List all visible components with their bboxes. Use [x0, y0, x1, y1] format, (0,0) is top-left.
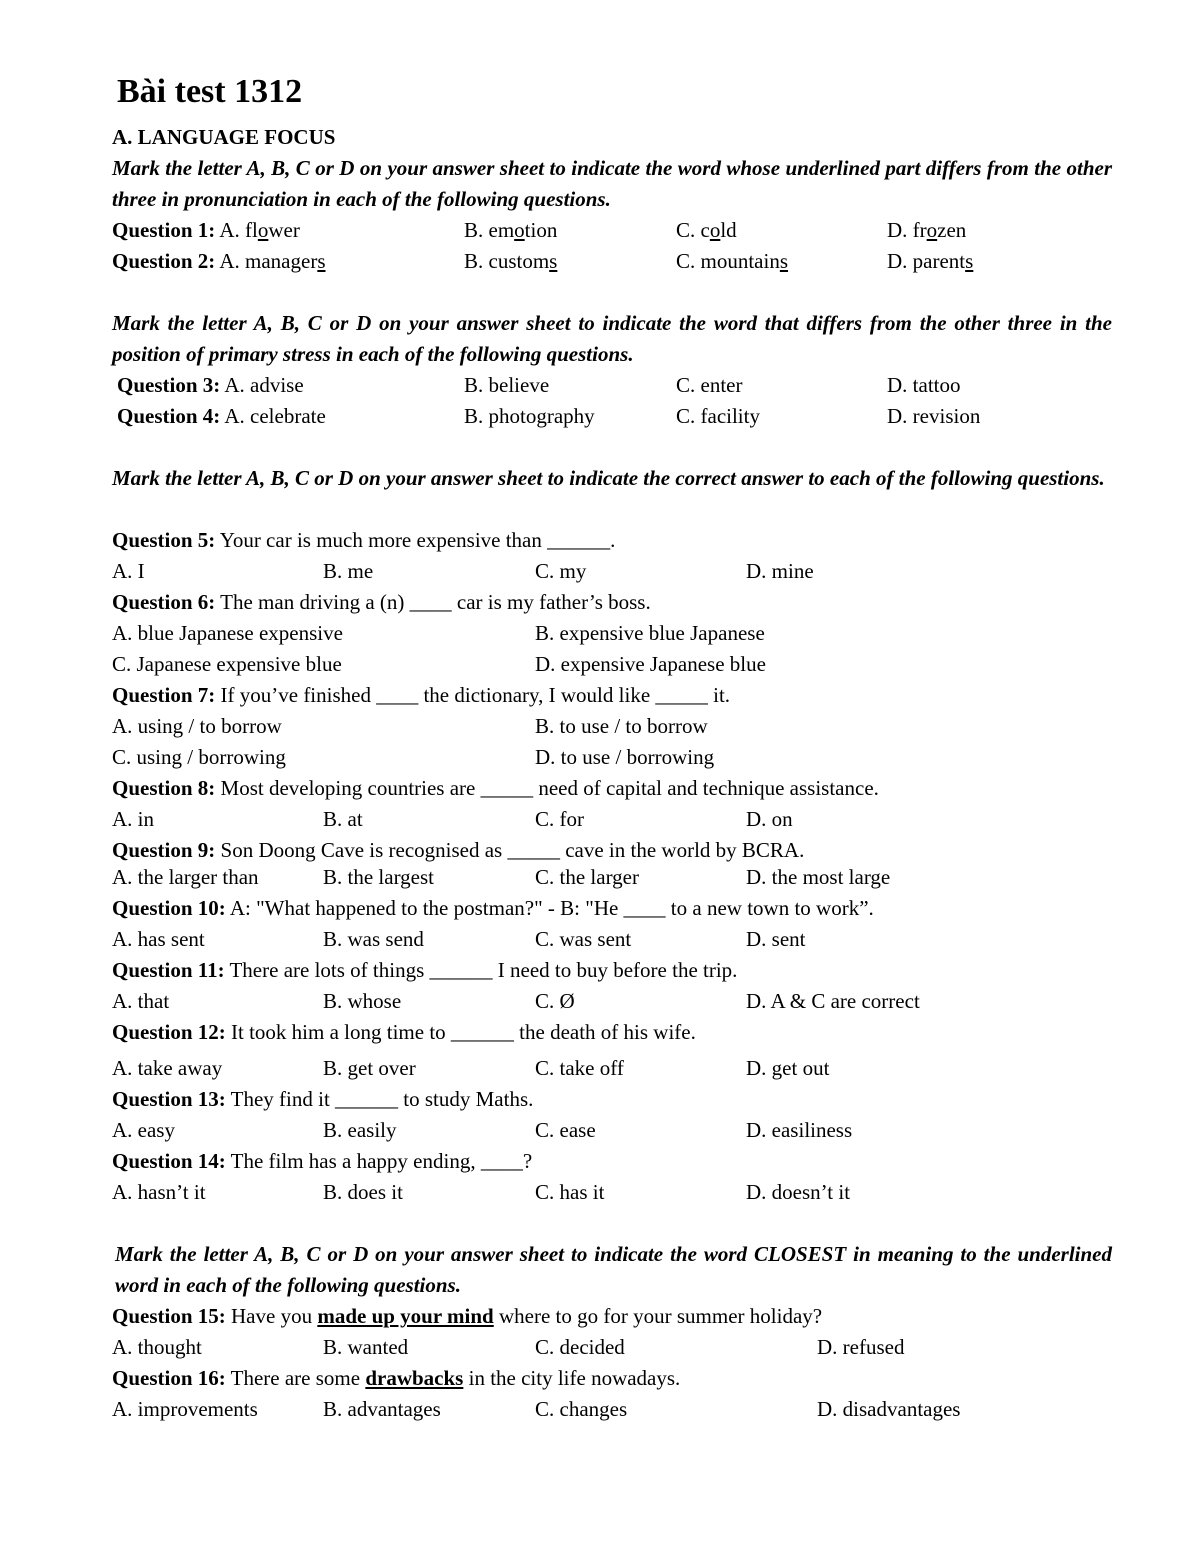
question-11-options: [112, 986, 1112, 1017]
option-c[interactable]: C. enter: [676, 373, 743, 397]
question-7-options-cd: [112, 742, 1112, 773]
option-d[interactable]: D. the most large: [746, 865, 891, 889]
option-c[interactable]: C. was sent: [535, 927, 632, 951]
option-b[interactable]: B. wanted: [323, 1335, 409, 1359]
question-14-options: [112, 1177, 1112, 1208]
question-11-stem: Question 11: There are lots of things ______ I need to buy before the trip.: [112, 958, 738, 982]
option-a[interactable]: A. I: [112, 559, 145, 583]
question-3: Question 3: A. advise B. believe C. enter D. tattoo: [112, 370, 1112, 401]
option-d[interactable]: D. sent: [746, 927, 806, 951]
option-a[interactable]: A. blue Japanese expensive: [112, 621, 343, 645]
option-b[interactable]: B. get over: [323, 1056, 416, 1080]
option-d[interactable]: D. on: [746, 807, 793, 831]
question-9-options: [112, 862, 1112, 893]
option-d[interactable]: D. frozen: [887, 218, 967, 242]
option-d[interactable]: D. easiliness: [746, 1118, 853, 1142]
question-13-options: [112, 1115, 1112, 1146]
option-b[interactable]: B. does it: [323, 1180, 403, 1204]
underlined-word: drawbacks: [365, 1366, 464, 1390]
option-a[interactable]: A. improvements: [112, 1397, 258, 1421]
question-6-options-cd: [112, 649, 1112, 680]
question-10-options: [112, 924, 1112, 955]
option-a[interactable]: A. that: [112, 989, 170, 1013]
option-d[interactable]: D. refused: [817, 1335, 905, 1359]
option-b[interactable]: B. emotion: [464, 218, 558, 242]
option-d[interactable]: D. tattoo: [887, 373, 961, 397]
instruction-correct-answer: Mark the letter A, B, C or D on your answer sheet to indicate the correct answer to each of the following questions.: [112, 466, 1105, 490]
option-d[interactable]: D. A & C are correct: [746, 989, 920, 1013]
instruction-pronunciation: Mark the letter A, B, C or D on your answer sheet to indicate the word whose underlined part differs from the other three in pronunciation in each of the following questions.: [112, 156, 1112, 211]
option-b[interactable]: B. at: [323, 807, 363, 831]
option-c[interactable]: C. mountains: [676, 249, 789, 273]
instruction-stress: Mark the letter A, B, C or D on your answer sheet to indicate the word that differs from the other three in the position of primary stress in each of the following questions.: [112, 311, 1112, 366]
option-b[interactable]: B. advantages: [323, 1397, 441, 1421]
option-c[interactable]: C. Ø: [535, 989, 575, 1013]
option-c[interactable]: C. changes: [535, 1397, 628, 1421]
option-c[interactable]: C. take off: [535, 1056, 624, 1080]
option-d[interactable]: D. doesn’t it: [746, 1180, 851, 1204]
question-6-options-ab: [112, 618, 1112, 649]
option-b[interactable]: B. customs: [464, 249, 558, 273]
question-6-stem: Question 6: The man driving a (n) ____ car is my father’s boss.: [112, 590, 651, 614]
question-4: Question 4: A. celebrate B. photography C. facility D. revision: [112, 401, 1112, 432]
question-9-stem: Question 9: Son Doong Cave is recognised as _____ cave in the world by BCRA.: [112, 838, 805, 862]
question-15-stem: Question 15: Have you made up your mind where to go for your summer holiday?: [112, 1304, 823, 1328]
option-c[interactable]: C. for: [535, 807, 584, 831]
question-5-stem: Question 5: Your car is much more expensive than ______.: [112, 528, 616, 552]
option-a[interactable]: A. hasn’t it: [112, 1180, 206, 1204]
option-c[interactable]: C. decided: [535, 1335, 625, 1359]
underlined-phrase: made up your mind: [317, 1304, 494, 1328]
option-c[interactable]: C. facility: [676, 404, 760, 428]
option-a[interactable]: A. thought: [112, 1335, 202, 1359]
option-b[interactable]: B. believe: [464, 373, 550, 397]
option-b[interactable]: B. whose: [323, 989, 402, 1013]
question-12-options: [112, 1053, 1112, 1084]
option-d[interactable]: D. disadvantages: [817, 1397, 961, 1421]
option-b[interactable]: B. easily: [323, 1118, 397, 1142]
option-a[interactable]: A. using / to borrow: [112, 714, 282, 738]
option-c[interactable]: C. using / borrowing: [112, 745, 286, 769]
option-d[interactable]: D. parents: [887, 249, 974, 273]
question-8-options: [112, 804, 1112, 835]
option-b[interactable]: B. the largest: [323, 865, 435, 889]
option-b[interactable]: B. was send: [323, 927, 424, 951]
question-1: Question 1: A. flower B. emotion C. cold D. frozen: [112, 215, 1112, 246]
option-d[interactable]: D. mine: [746, 559, 814, 583]
question-7-stem: Question 7: If you’ve finished ____ the dictionary, I would like _____ it.: [112, 683, 731, 707]
option-a[interactable]: A. has sent: [112, 927, 205, 951]
instruction-closest-meaning: Mark the letter A, B, C or D on your answer sheet to indicate the word CLOSEST in meaning to the underlined word in each of the following questions.: [115, 1242, 1112, 1297]
option-b[interactable]: B. to use / to borrow: [535, 714, 708, 738]
option-a[interactable]: A. the larger than: [112, 865, 259, 889]
option-c[interactable]: C. my: [535, 559, 587, 583]
option-b[interactable]: B. photography: [464, 404, 595, 428]
page-title: Bài test 1312: [117, 73, 303, 110]
option-d[interactable]: D. revision: [887, 404, 981, 428]
option-a[interactable]: A. take away: [112, 1056, 223, 1080]
option-c[interactable]: C. ease: [535, 1118, 596, 1142]
question-15-options: [112, 1332, 1112, 1363]
option-d[interactable]: D. get out: [746, 1056, 830, 1080]
option-d[interactable]: D. expensive Japanese blue: [535, 652, 766, 676]
question-14-stem: Question 14: The film has a happy ending, ____?: [112, 1149, 533, 1173]
question-label: Question 1:: [112, 218, 216, 242]
option-c[interactable]: C. cold: [676, 218, 737, 242]
question-13-stem: Question 13: They find it ______ to study Maths.: [112, 1087, 534, 1111]
question-10-stem: Question 10: A: "What happened to the postman?" - B: "He ____ to a new town to work”.: [112, 896, 874, 920]
option-d[interactable]: D. to use / borrowing: [535, 745, 715, 769]
question-12-stem: Question 12: It took him a long time to ______ the death of his wife.: [112, 1020, 696, 1044]
question-2: Question 2: A. managers B. customs C. mountains D. parents: [112, 246, 1112, 277]
question-16-stem: Question 16: There are some drawbacks in the city life nowadays.: [112, 1366, 681, 1390]
option-c[interactable]: C. has it: [535, 1180, 605, 1204]
option-b[interactable]: B. me: [323, 559, 374, 583]
question-5-options: [112, 556, 1112, 587]
option-c[interactable]: C. Japanese expensive blue: [112, 652, 342, 676]
option-b[interactable]: B. expensive blue Japanese: [535, 621, 765, 645]
question-label: Question 2:: [112, 249, 216, 273]
question-16-options: [112, 1394, 1112, 1425]
option-c[interactable]: C. the larger: [535, 865, 639, 889]
option-a[interactable]: A. in: [112, 807, 154, 831]
question-7-options-ab: [112, 711, 1112, 742]
option-a[interactable]: A. easy: [112, 1118, 175, 1142]
section-heading: A. LANGUAGE FOCUS: [112, 125, 336, 149]
question-8-stem: Question 8: Most developing countries are _____ need of capital and technique assistance.: [112, 776, 879, 800]
